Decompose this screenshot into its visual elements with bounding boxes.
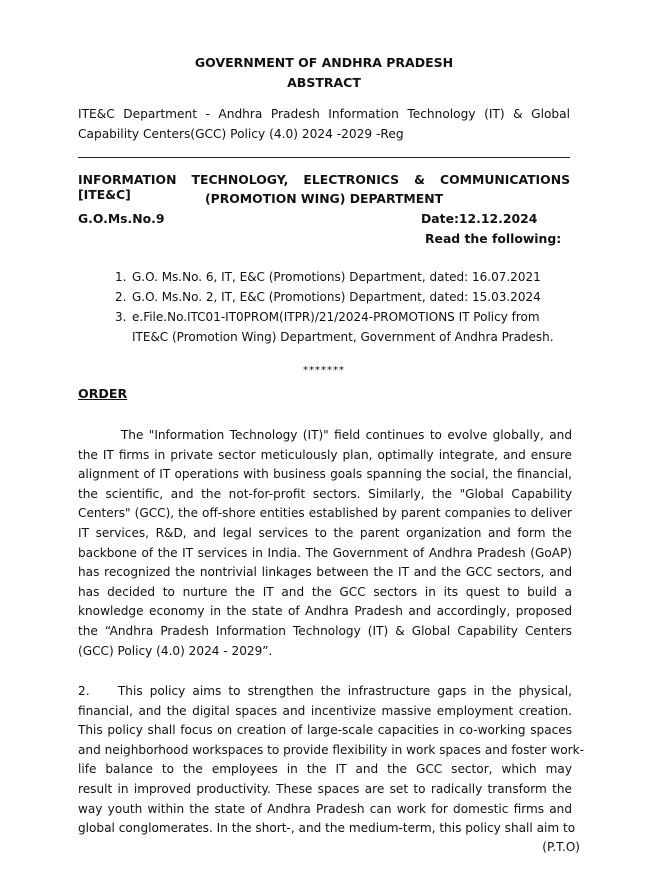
reference-item bbox=[115, 267, 555, 287]
paragraph-line: way youth within the state of Andhra Pradesh can work for domestic firms and bbox=[78, 801, 572, 816]
paragraph-line: knowledge economy in the state of Andhra Pradesh and accordingly, proposed bbox=[78, 604, 572, 619]
reference-number: 1. bbox=[115, 270, 127, 284]
horizontal-rule bbox=[78, 157, 570, 158]
paragraph-line: life balance to the employees in the IT and the GCC sector, which may bbox=[78, 762, 572, 777]
paragraph-1 bbox=[78, 426, 572, 661]
reference-number: 3. bbox=[115, 310, 127, 324]
reference-text-continued: ITE&C (Promotion Wing) Department, Government of Andhra Pradesh. bbox=[132, 330, 554, 344]
subject-line: ITE&C Department - Andhra Pradesh Information Technology (IT) & Global bbox=[78, 107, 570, 121]
please-turn-over: (P.T.O) bbox=[542, 840, 580, 854]
reference-text: e.File.No.ITC01-IT0PROM(ITPR)/21/2024-PROMOTIONS IT Policy from bbox=[132, 310, 540, 324]
paragraph-line: has decided to nurture the IT and the GCC sectors in its quest to build a bbox=[78, 584, 572, 599]
reference-item bbox=[115, 287, 555, 307]
government-heading: GOVERNMENT OF ANDHRA PRADESH bbox=[194, 55, 454, 70]
paragraph-line: result in improved productivity. These spaces are set to radically transform the bbox=[78, 781, 572, 796]
paragraph-line: the scientific, and the not-for-profit sectors. Similarly, the "Global Capability bbox=[78, 486, 572, 501]
paragraph-line: global conglomerates. In the short-, and the medium-term, this policy shall aim to bbox=[78, 821, 576, 836]
reference-text: G.O. Ms.No. 2, IT, E&C (Promotions) Department, dated: 15.03.2024 bbox=[132, 290, 541, 304]
paragraph-line: the “Andhra Pradesh Information Technology (IT) & Global Capability Centers bbox=[78, 623, 572, 638]
reference-item bbox=[115, 307, 555, 347]
paragraph-line: 2. This policy aims to strengthen the infrastructure gaps in the physical, bbox=[78, 684, 572, 698]
go-number: G.O.Ms.No.9 bbox=[78, 211, 165, 226]
abstract-heading: ABSTRACT bbox=[287, 75, 361, 90]
reference-number: 2. bbox=[115, 290, 127, 304]
subject-line: Capability Centers(GCC) Policy (4.0) 2024 -2029 -Reg bbox=[78, 127, 404, 141]
paragraph-line: alignment of IT operations with business goals spanning the social, the financial, bbox=[78, 467, 572, 482]
paragraph-line: This policy shall focus on creation of large-scale capacities in co-working spaces bbox=[78, 723, 572, 738]
separator-stars: ******* bbox=[303, 365, 345, 376]
paragraph-line: IT services, R&D, and legal services to the parent organization and form the bbox=[78, 525, 572, 540]
paragraph-line: and neighborhood workspaces to provide flexibility in work spaces and foster work- bbox=[78, 742, 585, 757]
paragraph-line: has recognized the nontrivial linkages between the IT and the GCC sectors, and bbox=[78, 565, 572, 580]
reference-list bbox=[115, 267, 555, 347]
paragraph-line: the IT firms in private sector meticulously plan, optimally integrate, and ensure bbox=[78, 447, 572, 462]
subject-block bbox=[78, 104, 570, 144]
department-line-2: (PROMOTION WING) DEPARTMENT bbox=[204, 191, 444, 206]
reference-text: G.O. Ms.No. 6, IT, E&C (Promotions) Department, dated: 16.07.2021 bbox=[132, 270, 541, 284]
read-following-label: Read the following: bbox=[425, 231, 562, 246]
paragraph-line: (GCC) Policy (4.0) 2024 - 2029”. bbox=[78, 643, 273, 658]
paragraph-line: financial, and the digital spaces and incentivize massive employment creation. bbox=[78, 703, 572, 718]
department-line-1: INFORMATION TECHNOLOGY, ELECTRONICS & COMMUNICATIONS [ITE&C] bbox=[78, 172, 570, 202]
paragraph-line: Centers" (GCC), the off-shore entities established by parent companies to deliver bbox=[78, 506, 572, 521]
paragraph-line: backbone of the IT services in India. The Government of Andhra Pradesh (GoAP) bbox=[78, 545, 572, 560]
paragraph-line: The "Information Technology (IT)" field continues to evolve globally, and bbox=[78, 428, 572, 442]
order-heading: ORDER bbox=[78, 386, 128, 401]
go-date: Date:12.12.2024 bbox=[421, 211, 538, 226]
paragraph-2 bbox=[78, 682, 585, 839]
